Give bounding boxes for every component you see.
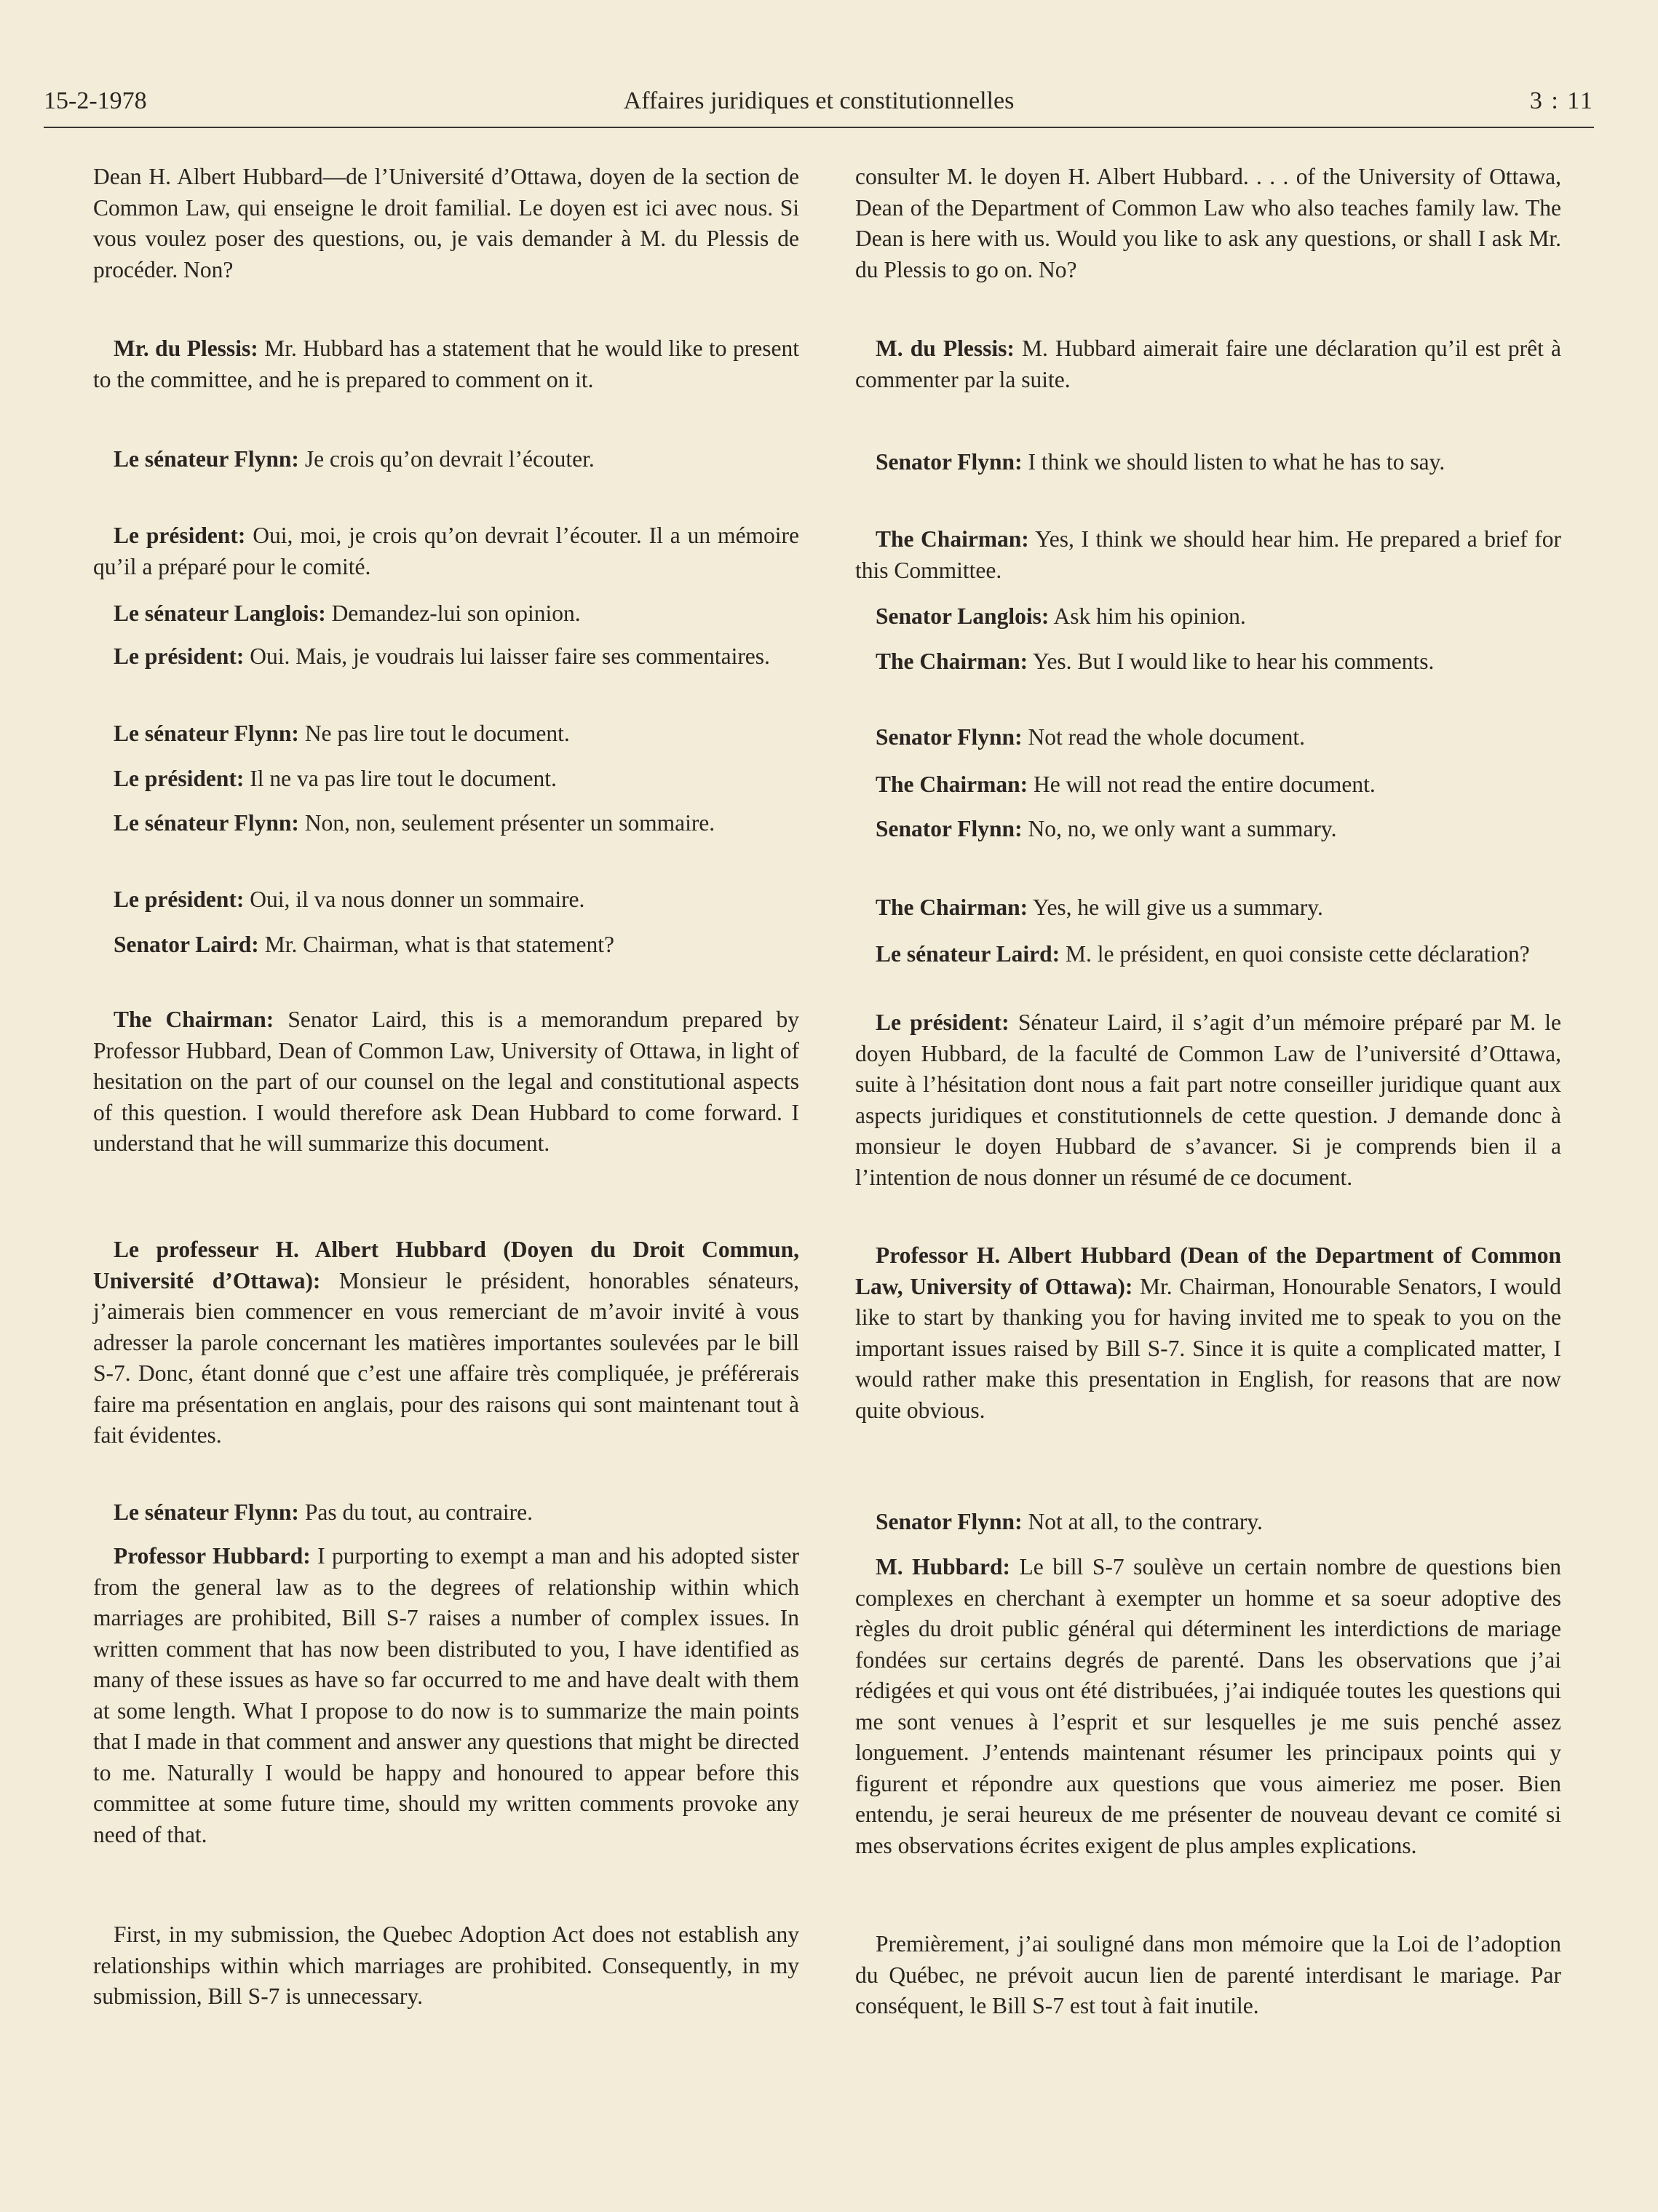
paragraph: Le sénateur Flynn: Pas du tout, au contraire.: [114, 1499, 533, 1525]
speaker: Professor Hubbard:: [114, 1543, 311, 1569]
paragraph: Premièrement, j’ai souligné dans mon mémoire que la Loi de l’adoption du Québec, ne prévoit aucun lien de parenté interdisant le mariage. Par conséquent, le Bill S-7 est tout à fait inutile.: [855, 1931, 1561, 2018]
paragraph: consulter M. le doyen H. Albert Hubbard. . . . of the University of Ottawa, Dean of the Department of Common Law who also teaches family law. The Dean is here with us. Would you like to ask any questions, or shall I ask Mr. du Plessis to go on. No?: [855, 164, 1561, 282]
speaker: Senator Langlois:: [876, 603, 1050, 629]
speaker: Le président:: [876, 1010, 1010, 1035]
page-header: [44, 80, 1594, 128]
speaker: Le président:: [114, 766, 245, 791]
speaker: M. du Plessis:: [876, 336, 1015, 361]
paragraph: Le président: Oui, il va nous donner un sommaire.: [114, 887, 585, 912]
paragraph: Le président: Oui. Mais, je voudrais lui laisser faire ses commentaires.: [114, 643, 770, 669]
speaker: Senator Flynn:: [876, 816, 1023, 841]
header-page-number: 3 : 11: [1529, 87, 1594, 114]
paragraph: M. Hubbard: Le bill S-7 soulève un certain nombre de questions bien complexes en cherchant à exempter un homme et sa soeur adoptive des règles du droit public général qui déterminent les interdictions de mariage fondées sur certains degrés de parenté. Dans les observations que j’ai rédigées et qui vous ont été distribuées, j’ai indiquée toutes les questions qui me sont venues à l’esprit et sur lesquelles je me suis penché assez longuement. J’entends maintenant résumer les principaux points qui y figurent et répondre aux questions que vous aimeriez me poser. Bien entendu, je serai heureux de me présenter de nouveau devant ce comité si mes observations écrites exigent de plus amples explications.: [855, 1554, 1561, 1858]
speaker: Le sénateur Flynn:: [114, 810, 299, 836]
paragraph: M. du Plessis: M. Hubbard aimerait faire une déclaration qu’il est prêt à commenter par la suite.: [855, 336, 1561, 392]
paragraph: The Chairman: Yes, he will give us a summary.: [876, 895, 1323, 920]
paragraph: Le professeur H. Albert Hubbard (Doyen du Droit Commun, Université d’Ottawa): Monsieur le président, honorables sénateurs, j’aimerais bien commencer en vous remerciant de m’avoir invité à vous adresser la parole concernant les matières importantes soulevées par le bill S-7. Donc, étant donné que c’est une affaire très compliquée, je préférerais faire ma présentation en anglais, pour des raisons qui sont maintenant tout à fait évidentes.: [93, 1237, 799, 1448]
paragraph: The Chairman: Yes, I think we should hear him. He prepared a brief for this Committee.: [855, 526, 1561, 583]
speaker: The Chairman:: [876, 649, 1028, 674]
speaker: Professor H. Albert Hubbard (Dean of the Department of Common Law, University of Ottawa):: [855, 1242, 1561, 1299]
paragraph: Senator Flynn: Not read the whole document.: [876, 724, 1305, 750]
speaker: Senator Flynn:: [876, 1509, 1023, 1534]
paragraph: Senator Flynn: Not at all, to the contrary.: [876, 1509, 1263, 1534]
speaker: Le sénateur Langlois:: [114, 600, 326, 626]
paragraph: The Chairman: He will not read the entire document.: [876, 772, 1376, 797]
paragraph: Le sénateur Flynn: Je crois qu’on devrait l’écouter.: [114, 446, 595, 472]
speaker: Le président:: [114, 887, 245, 912]
paragraph: Dean H. Albert Hubbard—de l’Université d’Ottawa, doyen de la section de Common Law, qui enseigne le droit familial. Le doyen est ici avec nous. Si vous voulez poser des questions, ou, je vais demander à M. du Plessis de procéder. Non?: [93, 164, 799, 282]
speaker: Le président:: [114, 523, 246, 548]
paragraph: The Chairman: Yes. But I would like to hear his comments.: [876, 649, 1435, 674]
paragraph: Senator Langlois: Ask him his opinion.: [876, 603, 1246, 629]
paragraph: Le président: Oui, moi, je crois qu’on devrait l’écouter. Il a un mémoire qu’il a préparé pour le comité.: [93, 523, 800, 579]
paragraph: Le sénateur Laird: M. le président, en quoi consiste cette déclaration?: [876, 941, 1530, 967]
speaker: M. Hubbard:: [876, 1554, 1010, 1579]
speaker: Le sénateur Flynn:: [114, 721, 299, 746]
paragraph: Senator Laird: Mr. Chairman, what is that statement?: [114, 932, 614, 957]
paragraph: Le sénateur Flynn: Non, non, seulement présenter un sommaire.: [114, 810, 715, 836]
speaker: The Chairman:: [876, 772, 1028, 797]
paragraph: Senator Flynn: No, no, we only want a summary.: [876, 816, 1337, 841]
paragraph: First, in my submission, the Quebec Adoption Act does not establish any relationships within which marriages are prohibited. Consequently, in my submission, Bill S-7 is unnecessary.: [93, 1922, 799, 2009]
paragraph: Le sénateur Flynn: Ne pas lire tout le document.: [114, 721, 570, 746]
speaker: Senator Flynn:: [876, 724, 1023, 750]
speaker: Le sénateur Flynn:: [114, 446, 299, 472]
paragraph: Le président: Sénateur Laird, il s’agit d’un mémoire préparé par M. le doyen Hubbard, de la faculté de Common Law de l’université d’Ottawa, suite à l’hésitation dont nous a fait part notre conseiller juridique quant aux aspects juridiques et constitutionnels de cette question. J demande donc à monsieur le doyen Hubbard de s’avancer. Si je comprends bien il a l’intention de nous donner un résumé de ce document.: [855, 1010, 1561, 1190]
paragraph: The Chairman: Senator Laird, this is a memorandum prepared by Professor Hubbard, Dean of Common Law, University of Ottawa, in light of hesitation on the part of our counsel on the legal and constitutional aspects of this question. I would therefore ask Dean Hubbard to come forward. I understand that he will summarize this document.: [93, 1007, 799, 1156]
paragraph: Le président: Il ne va pas lire tout le document.: [114, 766, 557, 791]
speaker: Mr. du Plessis:: [114, 336, 258, 361]
paragraph: Professor H. Albert Hubbard (Dean of the Department of Common Law, University of Ottawa): Mr. Chairman, Honourable Senators, I would like to start by thanking you for having invited me to speak to you on the important issues raised by Bill S-7. Since it is quite a complicated matter, I would rather make this presentation in English, for reasons that are now quite obvious.: [855, 1242, 1561, 1423]
paragraph: Professor Hubbard: I purporting to exempt a man and his adopted sister from the general law as to the degrees of relationship within which marriages are prohibited, Bill S-7 raises a number of complex issues. In written comment that has now been distributed to you, I have identified as many of these issues as have so far occurred to me and have dealt with them at some length. What I propose to do now is to summarize the main points that I made in that comment and answer any questions that might be directed to me. Naturally I would be happy and honoured to appear before this committee at some future time, should my written comments provoke any need of that.: [93, 1543, 799, 1847]
speaker: Senator Flynn:: [876, 449, 1023, 475]
paragraph: Le sénateur Langlois: Demandez-lui son opinion.: [114, 600, 581, 626]
speaker: Le sénateur Laird:: [876, 941, 1060, 967]
paragraph: Senator Flynn: I think we should listen to what he has to say.: [876, 449, 1445, 475]
speaker: Le professeur H. Albert Hubbard (Doyen du Droit Commun, Université d’Ottawa):: [93, 1237, 799, 1293]
speaker: The Chairman:: [876, 895, 1028, 920]
speaker: The Chairman:: [876, 526, 1029, 552]
speaker: Le président:: [114, 643, 245, 669]
header-title: Affaires juridiques et constitutionnelles: [623, 87, 1015, 114]
speaker: The Chairman:: [114, 1007, 274, 1032]
speaker: Le sénateur Flynn:: [114, 1499, 299, 1525]
speaker: Senator Laird:: [114, 932, 259, 957]
header-date: 15-2-1978: [44, 87, 147, 114]
paragraph: Mr. du Plessis: Mr. Hubbard has a statement that he would like to present to the committee, and he is prepared to comment on it.: [93, 336, 799, 392]
